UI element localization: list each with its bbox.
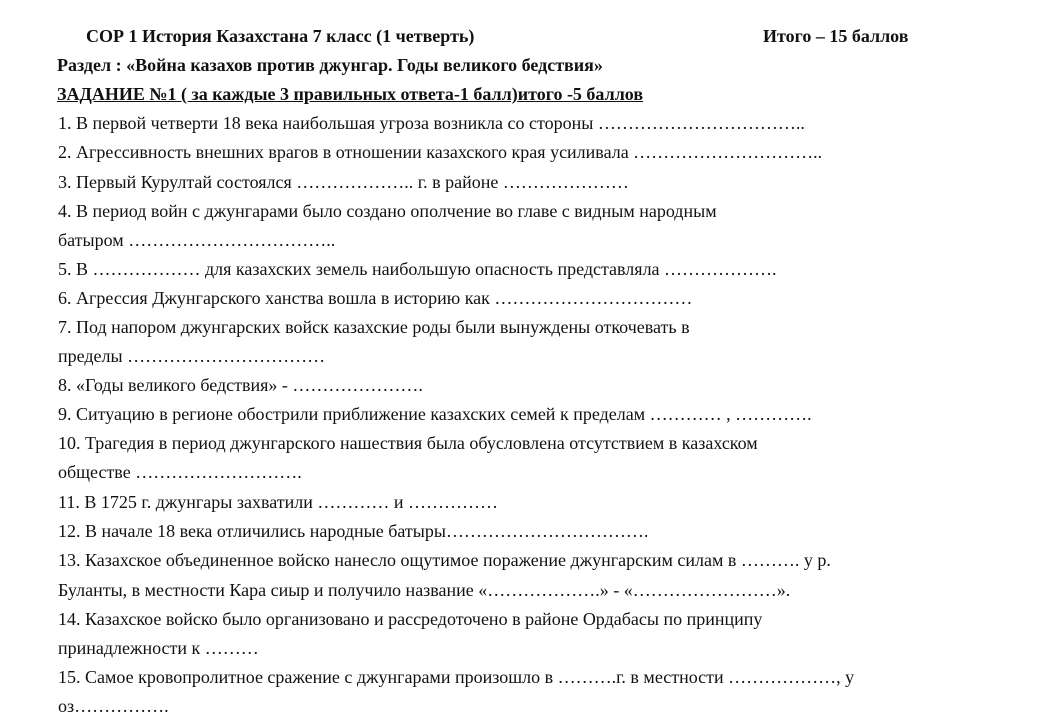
question-line: 4. В период войн с джунгарами было создано ополчение во главе с видным народным bbox=[58, 201, 717, 221]
question-line: 12. В начале 18 века отличились народные батыры……………………………. bbox=[58, 521, 649, 541]
question-line: принадлежности к ……… bbox=[58, 638, 259, 658]
question-line: 3. Первый Курултай состоялся ……………….. г. в районе ………………… bbox=[58, 172, 629, 192]
question-line: 15. Самое кровопролитное сражение с джунгарами произошло в ……….г. в местности ………………, у bbox=[58, 667, 855, 687]
question-line: 7. Под напором джунгарских войск казахские роды были вынуждены откочевать в bbox=[58, 317, 690, 337]
question-line: 13. Казахское объединенное войско нанесло ощутимое поражение джунгарским силам в ………. у р. bbox=[58, 550, 831, 570]
question-line: 5. В ……………… для казахских земель наибольшую опасность представляла ………………. bbox=[58, 259, 777, 279]
question-line: 10. Трагедия в период джунгарского нашествия была обусловлена отсутствием в казахском bbox=[58, 433, 758, 453]
question-line: батыром …………………………….. bbox=[58, 230, 336, 250]
total-score: Итого – 15 баллов bbox=[763, 26, 909, 46]
task-heading: ЗАДАНИЕ №1 ( за каждые 3 правильных ответа-1 балл)итого -5 баллов bbox=[57, 84, 644, 104]
question-line: 2. Агрессивность внешних врагов в отношении казахского края усиливала ………………………….. bbox=[58, 142, 823, 162]
question-line: 11. В 1725 г. джунгары захватили ………… и …………… bbox=[58, 492, 499, 512]
question-line: 1. В первой четверти 18 века наибольшая угроза возникла со стороны …………………………….. bbox=[58, 113, 805, 133]
question-line: обществе ………………………. bbox=[58, 462, 302, 482]
question-line: Буланты, в местности Кара сиыр и получило название «……………….» - «……………………». bbox=[58, 580, 791, 600]
question-line: 14. Казахское войско было организовано и рассредоточено в районе Ордабасы по принципу bbox=[58, 609, 763, 629]
question-line: 8. «Годы великого бедствия» - …………………. bbox=[58, 375, 423, 395]
question-line: пределы …………………………… bbox=[58, 346, 326, 366]
question-line: 6. Агрессия Джунгарского ханства вошла в историю как …………………………… bbox=[58, 288, 693, 308]
question-line: оз……………. bbox=[58, 696, 169, 716]
question-line: 9. Ситуацию в регионе обострили приближение казахских семей к пределам ………… , …………. bbox=[58, 404, 812, 424]
document-title: СОР 1 История Казахстана 7 класс (1 четверть) bbox=[86, 26, 475, 46]
section-heading: Раздел : «Война казахов против джунгар. Годы великого бедствия» bbox=[57, 55, 603, 75]
